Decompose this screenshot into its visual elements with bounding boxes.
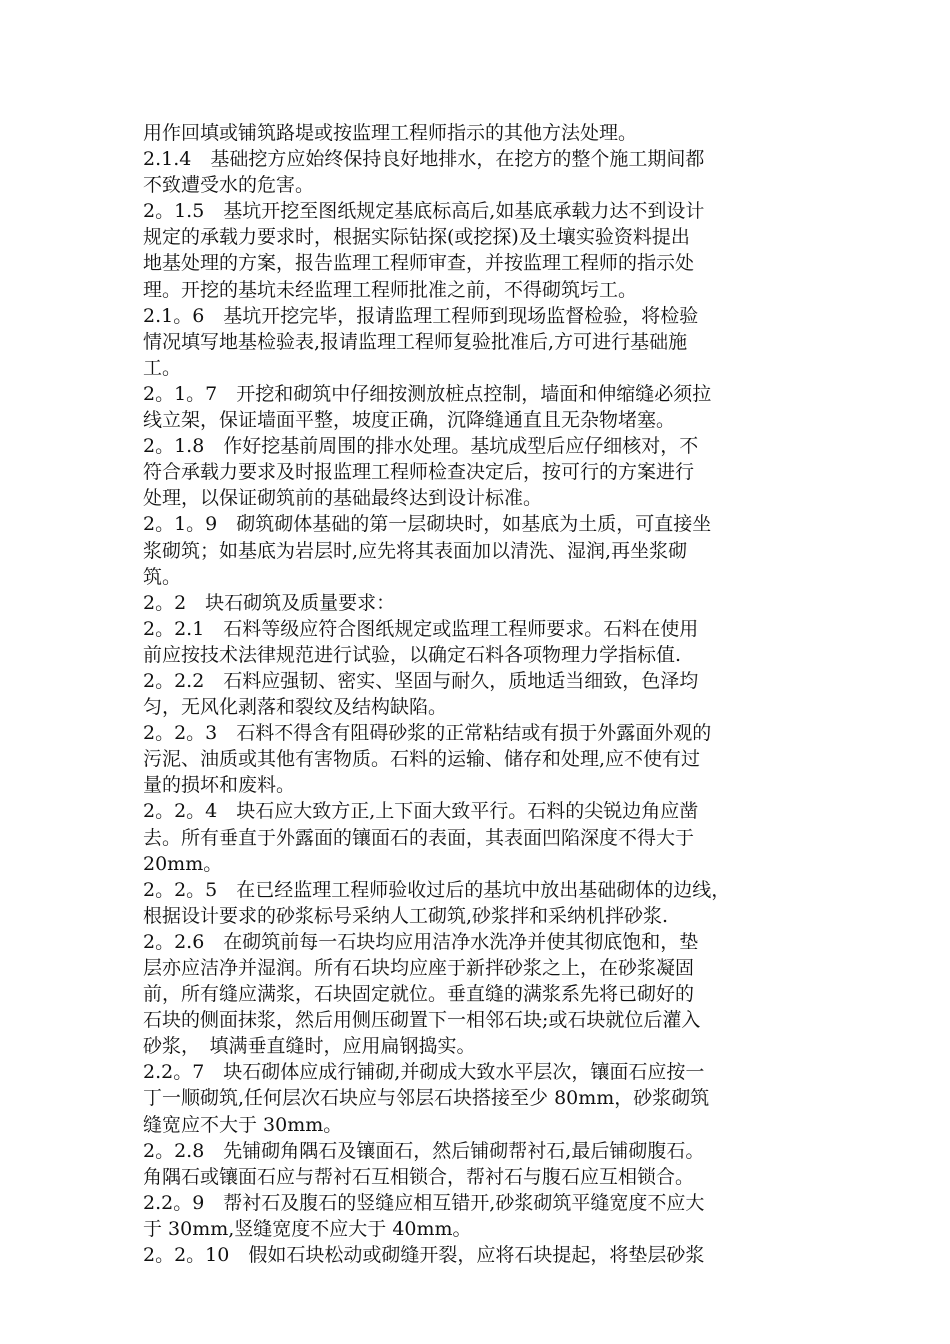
text-line: 理。开挖的基坑未经监理工程师批准之前，不得砌筑圬工。	[143, 278, 638, 301]
text-line: 筑。	[143, 565, 182, 588]
text-line: 石块的侧面抹浆，然后用侧压砌置下一相邻石块;或石块就位后灌入	[143, 1009, 701, 1032]
text-line: 层亦应洁净并湿润。所有石块均应座于新拌砂浆之上，在砂浆凝固	[143, 957, 695, 979]
text-line: 线立架，保证墙面平整，坡度正确，沉降缝通直且无杂物堵塞。	[143, 409, 676, 432]
text-line: 2.1。6 基坑开挖完毕，报请监理工程师到现场监督检验，将检验	[143, 304, 699, 327]
text-line: 根据设计要求的砂浆标号采纳人工砌筑,砂浆拌和采纳机拌砂浆.	[143, 904, 669, 927]
text-line: 2.2。9 帮衬石及腹石的竖缝应相互错开,砂浆砌筑平缝宽度不应大	[143, 1191, 705, 1214]
text-line: 2。2.6 在砌筑前每一石块均应用洁净水洗净并使其彻底饱和，垫	[143, 930, 699, 953]
text-line: 2。2.1 石料等级应符合图纸规定或监理工程师要求。石料在使用	[143, 617, 699, 640]
text-line: 不致遭受水的危害。	[143, 174, 315, 197]
text-line: 2。2 块石砌筑及质量要求：	[143, 591, 396, 614]
text-line: 前，所有缝应满浆，石块固定就位。垂直缝的满浆系先将已砌好的	[143, 983, 695, 1006]
text-line: 2。2。10 假如石块松动或砌缝开裂，应将石块提起，将垫层砂浆	[143, 1244, 705, 1267]
text-line: 2.1.4 基础挖方应始终保持良好地排水，在挖方的整个施工期间都	[143, 148, 705, 171]
text-line: 20mm。	[143, 852, 223, 875]
text-line: 2。2。3 石料不得含有阻碍砂浆的正常粘结或有损于外露面外观的	[143, 722, 712, 745]
text-line: 2。2.8 先铺砌角隅石及镶面石，然后铺砌帮衬石,最后铺砌腹石。	[143, 1139, 705, 1162]
text-line: 缝宽应不大于 30mm。	[143, 1113, 343, 1136]
text-line: 用作回填或铺筑路堤或按监理工程师指示的其他方法处理。	[143, 122, 638, 144]
text-line: 2。2。5 在已经监理工程师验收过后的基坑中放出基础砌体的边线，	[143, 878, 731, 901]
text-line: 去。所有垂直于外露面的镶面石的表面，其表面凹陷深度不得大于	[143, 826, 695, 849]
text-line: 砂浆， 填满垂直缝时，应用扁钢捣实。	[143, 1035, 476, 1058]
text-line: 工。	[143, 356, 182, 379]
text-line: 丁一顺砌筑,任何层次石块应与邻层石块搭接至少 80mm，砂浆砌筑	[143, 1087, 710, 1110]
text-line: 2。1。9 砌筑砌体基础的第一层砌块时，如基底为土质，可直接坐	[143, 513, 712, 536]
text-line: 2。1。7 开挖和砌筑中仔细按测放桩点控制，墙面和伸缩缝必须拉	[143, 382, 712, 405]
text-line: 于 30mm,竖缝宽度不应大于 40mm。	[143, 1217, 472, 1240]
text-line: 处理，以保证砌筑前的基础最终达到设计标准。	[143, 487, 543, 510]
text-line: 量的损坏和废料。	[143, 774, 296, 797]
text-line: 2。2。4 块石应大致方正,上下面大致平行。石料的尖锐边角应凿	[143, 800, 699, 823]
text-line: 浆砌筑；如基底为岩层时,应先将其表面加以清洗、湿润,再坐浆砌	[143, 539, 688, 562]
text-line: 污泥、油质或其他有害物质。石料的运输、储存和处理,应不使有过	[143, 748, 701, 771]
text-line: 规定的承载力要求时，根据实际钻探(或挖探)及土壤实验资料提出	[143, 226, 690, 249]
document-body	[143, 120, 815, 1268]
text-line: 符合承载力要求及时报监理工程师检查决定后，按可行的方案进行	[143, 461, 695, 484]
text-line: 地基处理的方案，报告监理工程师审查，并按监理工程师的指示处	[143, 252, 695, 275]
text-line: 2.2。7 块石砌体应成行铺砌,并砌成大致水平层次，镶面石应按一	[143, 1061, 705, 1084]
text-line: 2。2.2 石料应强韧、密实、坚固与耐久，质地适当细致，色泽均	[143, 669, 699, 692]
text-line: 匀，无风化剥落和裂纹及结构缺陷。	[143, 696, 448, 719]
text-line: 前应按技术法律规范进行试验，以确定石料各项物理力学指标值.	[143, 643, 682, 666]
text-line: 2。1.5 基坑开挖至图纸规定基底标高后,如基底承载力达不到设计	[143, 200, 705, 223]
text-line: 情况填写地基检验表,报请监理工程师复验批准后,方可进行基础施	[143, 330, 688, 353]
text-line: 2。1.8 作好挖基前周围的排水处理。基坑成型后应仔细核对，不	[143, 435, 699, 458]
text-line: 角隅石或镶面石应与帮衬石互相锁合，帮衬石与腹石应互相锁合。	[143, 1165, 695, 1188]
